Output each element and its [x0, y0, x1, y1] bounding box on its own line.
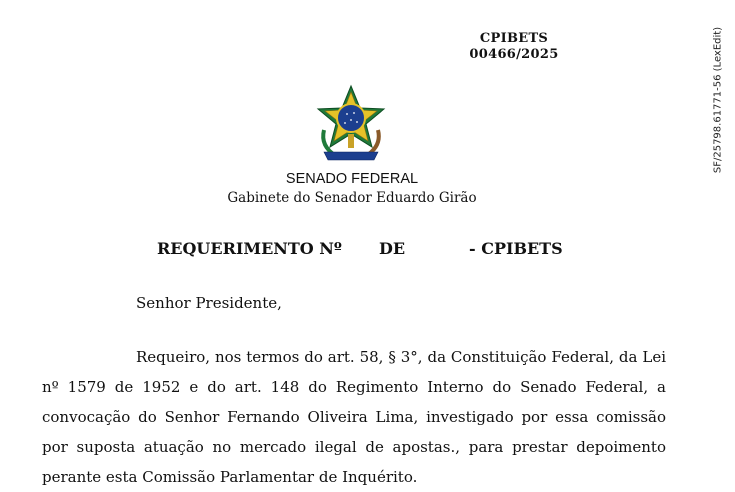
side-code-text: SF/25798.61771-56 (LexEdit) — [712, 26, 724, 174]
title-commission: - CPIBETS — [469, 239, 563, 258]
doc-ref-code: CPIBETS — [479, 31, 549, 46]
institution-name: SENADO FEDERAL — [285, 171, 419, 187]
title-de: DE — [379, 239, 406, 258]
office-name: Gabinete do Senador Eduardo Girão — [227, 190, 477, 206]
document-reference — [462, 31, 566, 63]
request-body: Requeiro, nos termos do art. 58, § 3°, da Constituição Federal, da Lei nº 1579 de 1952 e do art. 148 do Regimento Interno do Senado Federal, a convocação do Senhor Fernando Oliveira Lima, investigado por essa comissão por suposta atuação no mercado ilegal de apostas., para prestar depoimento perante esta Comissão Parlamentar de Inquérito. — [42, 348, 666, 486]
greeting: Senhor Presidente, — [136, 294, 282, 312]
doc-ref-number: 00466/2025 — [469, 47, 559, 62]
coat-of-arms-icon — [314, 84, 388, 166]
title-requirement: REQUERIMENTO Nº — [157, 239, 342, 258]
side-document-code — [710, 20, 726, 180]
requirement-title — [0, 239, 735, 261]
